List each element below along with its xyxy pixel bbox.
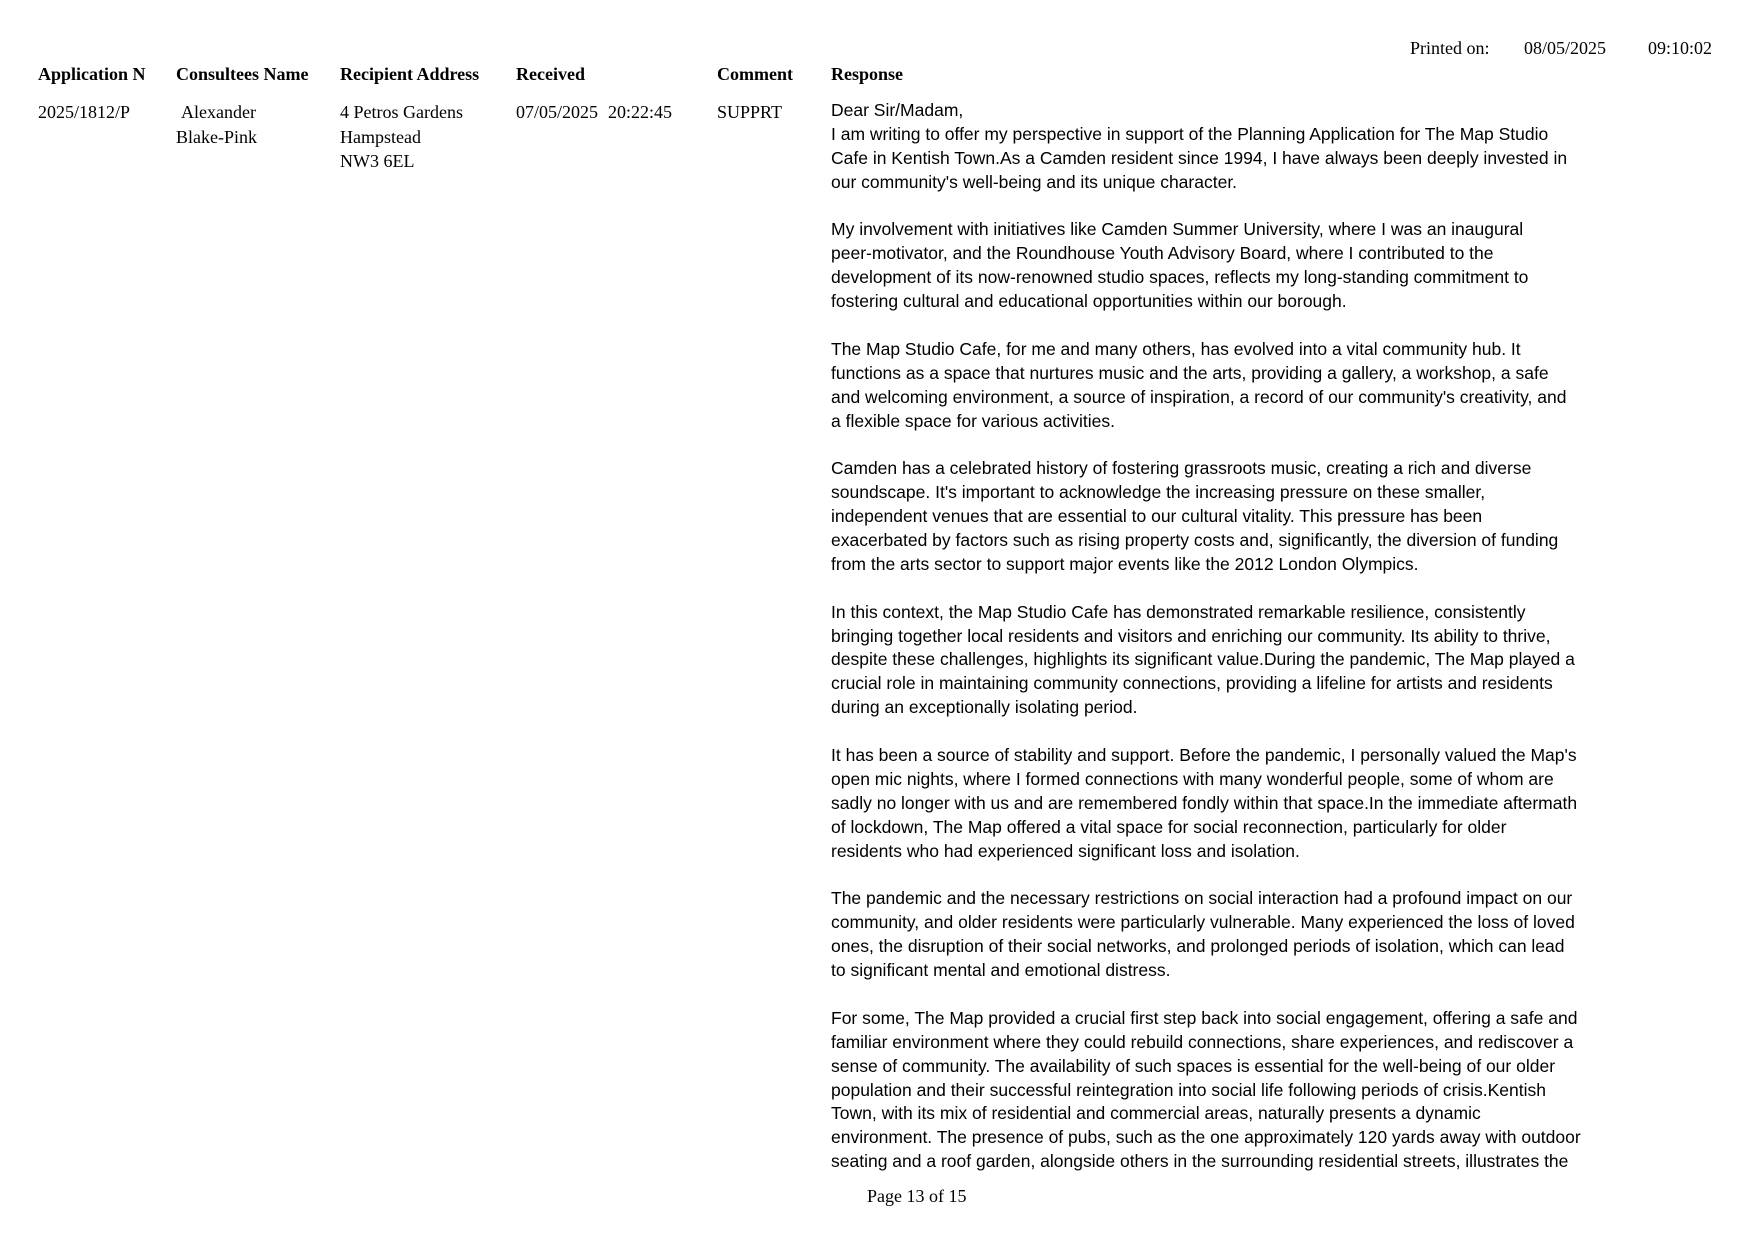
- response-paragraph: [831, 338, 1641, 434]
- received-datetime: [516, 100, 672, 125]
- application-number-value: 2025/1812/P: [38, 102, 131, 122]
- page-number: Page 13 of 15: [867, 1186, 967, 1206]
- received-time: 20:22:45: [608, 102, 673, 122]
- response-line: population and their successful reintegration into social life following periods of crisis.Kentish: [831, 1079, 1546, 1100]
- response-line: In this context, the Map Studio Cafe has demonstrated remarkable resilience, consistently: [831, 601, 1526, 622]
- response-paragraph: [831, 887, 1641, 983]
- response-line: fostering cultural and educational opportunities within our borough.: [831, 291, 1347, 312]
- response-line: Town, with its mix of residential and commercial areas, naturally presents a dynamic: [831, 1103, 1481, 1124]
- printed-on-time: 09:10:02: [1648, 38, 1713, 58]
- response-line: community, and older residents were particularly vulnerable. Many experienced the loss of loved: [831, 912, 1575, 933]
- paragraph-gap: [831, 983, 1641, 1007]
- address-line-1: 4 Petros Gardens: [340, 102, 463, 122]
- printed-on-date: 08/05/2025: [1524, 38, 1607, 58]
- response-line: exacerbated by factors such as rising property costs and, significantly, the diversion of funding: [831, 530, 1559, 551]
- response-line: I am writing to offer my perspective in support of the Planning Application for The Map Studio: [831, 123, 1549, 144]
- response-line: of lockdown, The Map offered a vital space for social reconnection, particularly for older: [831, 816, 1507, 837]
- address-line-2: Hampstead: [340, 126, 421, 147]
- response-line: functions as a space that nurtures music and the arts, providing a gallery, a workshop, a safe: [831, 362, 1549, 383]
- column-header-address: Recipient Address: [340, 64, 480, 84]
- response-line: a flexible space for various activities.: [831, 410, 1116, 431]
- response-line: despite these challenges, highlights its significant value.During the pandemic, The Map played a: [831, 649, 1575, 670]
- response-line: independent venues that are essential to our cultural vitality. This pressure has been: [831, 506, 1483, 527]
- response-line: crucial role in maintaining community connections, providing a lifeline for artists and residents: [831, 673, 1553, 694]
- column-header-response: Response: [831, 64, 904, 84]
- comment-type: [717, 100, 782, 125]
- response-paragraph: [831, 601, 1641, 720]
- paragraph-gap: [831, 577, 1641, 601]
- paragraph-gap: [831, 720, 1641, 744]
- response-line: our community's well-being and its unique character.: [831, 171, 1238, 192]
- response-line: sense of community. The availability of such spaces is essential for the well-being of our older: [831, 1055, 1556, 1076]
- paragraph-gap: [831, 433, 1641, 457]
- address-postcode: NW3 6EL: [340, 151, 415, 171]
- column-header-received: Received: [516, 64, 585, 84]
- column-header-application: Application N: [38, 64, 146, 84]
- paragraph-gap: [831, 195, 1641, 219]
- response-line: My involvement with initiatives like Camden Summer University, where I was an inaugural: [831, 219, 1524, 240]
- response-line: Cafe in Kentish Town.As a Camden resident since 1994, I have always been deeply invested in: [831, 147, 1568, 168]
- consultee-first-name: Alexander: [181, 102, 256, 122]
- response-line: For some, The Map provided a crucial first step back into social engagement, offering a safe and: [831, 1007, 1578, 1028]
- recipient-address: [340, 100, 463, 174]
- response-line: sadly no longer with us and are remembered fondly within that space.In the immediate aftermath: [831, 792, 1578, 813]
- application-number: [38, 100, 130, 125]
- response-line: bringing together local residents and visitors and enriching our community. Its ability to thrive,: [831, 625, 1551, 646]
- response-line: soundscape. It's important to acknowledge the increasing pressure on these smaller,: [831, 482, 1486, 503]
- response-paragraph: [831, 457, 1641, 576]
- response-line: The pandemic and the necessary restrictions on social interaction had a profound impact on our: [831, 888, 1573, 909]
- response-line: peer-motivator, and the Roundhouse Youth Advisory Board, where I contributed to the: [831, 243, 1494, 264]
- consultee-name: [176, 100, 257, 149]
- response-paragraph: [831, 99, 1641, 195]
- response-line: and welcoming environment, a source of inspiration, a record of our community's creativity, and: [831, 386, 1567, 407]
- response-line: The Map Studio Cafe, for me and many others, has evolved into a vital community hub. It: [831, 338, 1521, 359]
- response-line: Camden has a celebrated history of fostering grassroots music, creating a rich and diverse: [831, 458, 1532, 479]
- response-line: development of its now-renowned studio spaces, reflects my long-standing commitment to: [831, 267, 1529, 288]
- response-line: familiar environment where they could rebuild connections, share experiences, and rediscover a: [831, 1031, 1574, 1052]
- response-line: during an exceptionally isolating period.: [831, 697, 1138, 718]
- response-paragraph: [831, 1007, 1641, 1174]
- paragraph-gap: [831, 314, 1641, 338]
- response-line: open mic nights, where I formed connections with many wonderful people, some of whom are: [831, 768, 1554, 789]
- response-paragraph: [831, 744, 1641, 863]
- response-line: from the arts sector to support major events like the 2012 London Olympics.: [831, 553, 1419, 574]
- column-header-consultee: Consultees Name: [176, 64, 309, 84]
- response-line: environment. The presence of pubs, such as the one approximately 120 yards away with outdoor: [831, 1127, 1581, 1148]
- received-date: 07/05/2025: [516, 102, 599, 122]
- column-header-comment: Comment: [717, 64, 793, 84]
- response-line: Dear Sir/Madam,: [831, 100, 964, 120]
- paragraph-gap: [831, 864, 1641, 888]
- comment-value: SUPPRT: [717, 102, 782, 122]
- response-paragraph: [831, 218, 1641, 314]
- printed-on-label: Printed on:: [1410, 38, 1490, 58]
- response-line: seating and a roof garden, alongside others in the surrounding residential streets, illustrates the: [831, 1151, 1569, 1172]
- response-line: residents who had experienced significant loss and isolation.: [831, 840, 1300, 861]
- response-line: ones, the disruption of their social networks, and prolonged periods of isolation, which can lead: [831, 936, 1565, 957]
- response-line: to significant mental and emotional distress.: [831, 960, 1171, 981]
- response-text: [831, 99, 1641, 1174]
- consultee-last-name: Blake-Pink: [176, 126, 257, 147]
- response-line: It has been a source of stability and support. Before the pandemic, I personally valued the Map's: [831, 745, 1577, 766]
